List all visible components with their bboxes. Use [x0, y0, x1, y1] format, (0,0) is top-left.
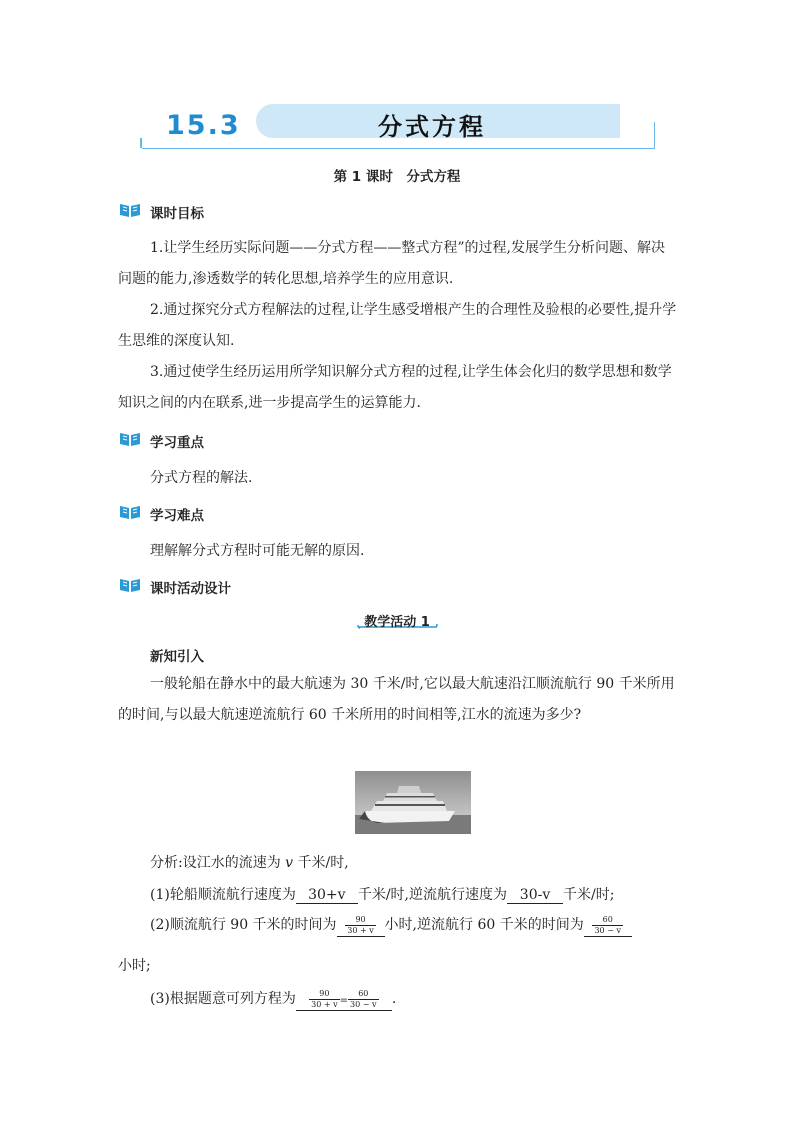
section-title: 分式方程 — [378, 113, 486, 141]
fraction — [345, 915, 376, 936]
goal-item: 2.通过探究分式方程解法的过程,让学生感受增根产生的合理性及验根的必要性,提升学生思维的深度认知. — [118, 302, 677, 349]
cruise-ship-image — [355, 771, 471, 834]
banner-frame-edge — [140, 138, 142, 148]
section-heading-design: 课时活动设计 — [150, 581, 231, 597]
answer-blank — [507, 887, 563, 904]
step3-prefix: (3)根据题意可列方程为 — [150, 991, 296, 1007]
step1-prefix: (1)轮船顺流航行速度为 — [150, 887, 296, 903]
fraction — [348, 989, 379, 1010]
fraction-numerator: 60 — [592, 915, 623, 926]
fraction-numerator: 90 — [345, 915, 376, 926]
fraction-numerator: 90 — [309, 989, 340, 1000]
fraction — [309, 989, 340, 1010]
section-number: 15.3 — [166, 110, 241, 141]
lesson-title: 第 1 课时 分式方程 — [333, 169, 461, 185]
answer-blank — [296, 887, 358, 904]
step2-prefix: (2)顺流航行 90 千米的时间为 — [150, 917, 337, 933]
step1-answer-1: 30+v — [308, 887, 346, 903]
key-points-text: 分式方程的解法. — [150, 470, 253, 486]
equals-sign: = — [339, 995, 349, 1006]
fraction-numerator: 60 — [348, 989, 379, 1000]
analysis-intro-text: 分析:设江水的流速为 — [150, 855, 281, 871]
activity-subtitle: 新知引入 — [150, 649, 204, 665]
book-icon — [119, 201, 141, 218]
section-heading-key-points: 学习重点 — [150, 435, 204, 451]
step1-suffix: 千米/时; — [563, 887, 615, 903]
answer-blank — [296, 989, 392, 1011]
answer-blank — [584, 915, 632, 937]
section-heading-goals: 课时目标 — [150, 206, 204, 222]
step1-mid: 千米/时,逆流航行速度为 — [357, 887, 508, 903]
fraction-denominator: 30 − v — [350, 999, 377, 1009]
goal-item: 3.通过使学生经历运用所学知识解分式方程的过程,让学生体会化归的数学思想和数学知识之间的内在联系,进一步提高学生的运算能力. — [118, 364, 672, 411]
book-icon — [119, 576, 141, 593]
goal-item: 1.让学生经历实际问题——分式方程——整式方程”的过程,发展学生分析问题、解决问题的能力,渗透数学的转化思想,培养学生的应用意识. — [118, 240, 665, 287]
section-heading-difficulties: 学习难点 — [150, 508, 204, 524]
problem-text: 一般轮船在静水中的最大航速为 30 千米/时,它以最大航速沿江顺流航行 90 千米所用的时间,与以最大航速逆流航行 60 千米所用的时间相等,江水的流速为多少? — [118, 676, 675, 723]
analysis-unit: 千米/时, — [297, 855, 349, 871]
analysis-step-3 — [150, 988, 396, 1011]
book-icon — [119, 430, 141, 447]
fraction-denominator: 30 + v — [311, 999, 338, 1009]
fraction-denominator: 30 + v — [347, 925, 374, 935]
difficulties-text: 理解解分式方程时可能无解的原因. — [150, 543, 365, 559]
step2-mid: 小时,逆流航行 60 千米的时间为 — [384, 917, 584, 933]
step3-suffix: . — [391, 991, 397, 1007]
fraction-denominator: 30 − v — [594, 925, 621, 935]
analysis-variable: v — [285, 855, 294, 871]
answer-blank — [337, 915, 385, 937]
step1-answer-2: 30-v — [519, 887, 551, 903]
activity-label: 教学活动 1 — [364, 615, 430, 630]
fraction — [592, 915, 623, 936]
book-icon — [119, 503, 141, 520]
analysis-intro — [150, 852, 349, 872]
analysis-step-2 — [150, 914, 632, 937]
analysis-step-1 — [150, 884, 614, 904]
step2-suffix: 小时; — [118, 958, 151, 974]
